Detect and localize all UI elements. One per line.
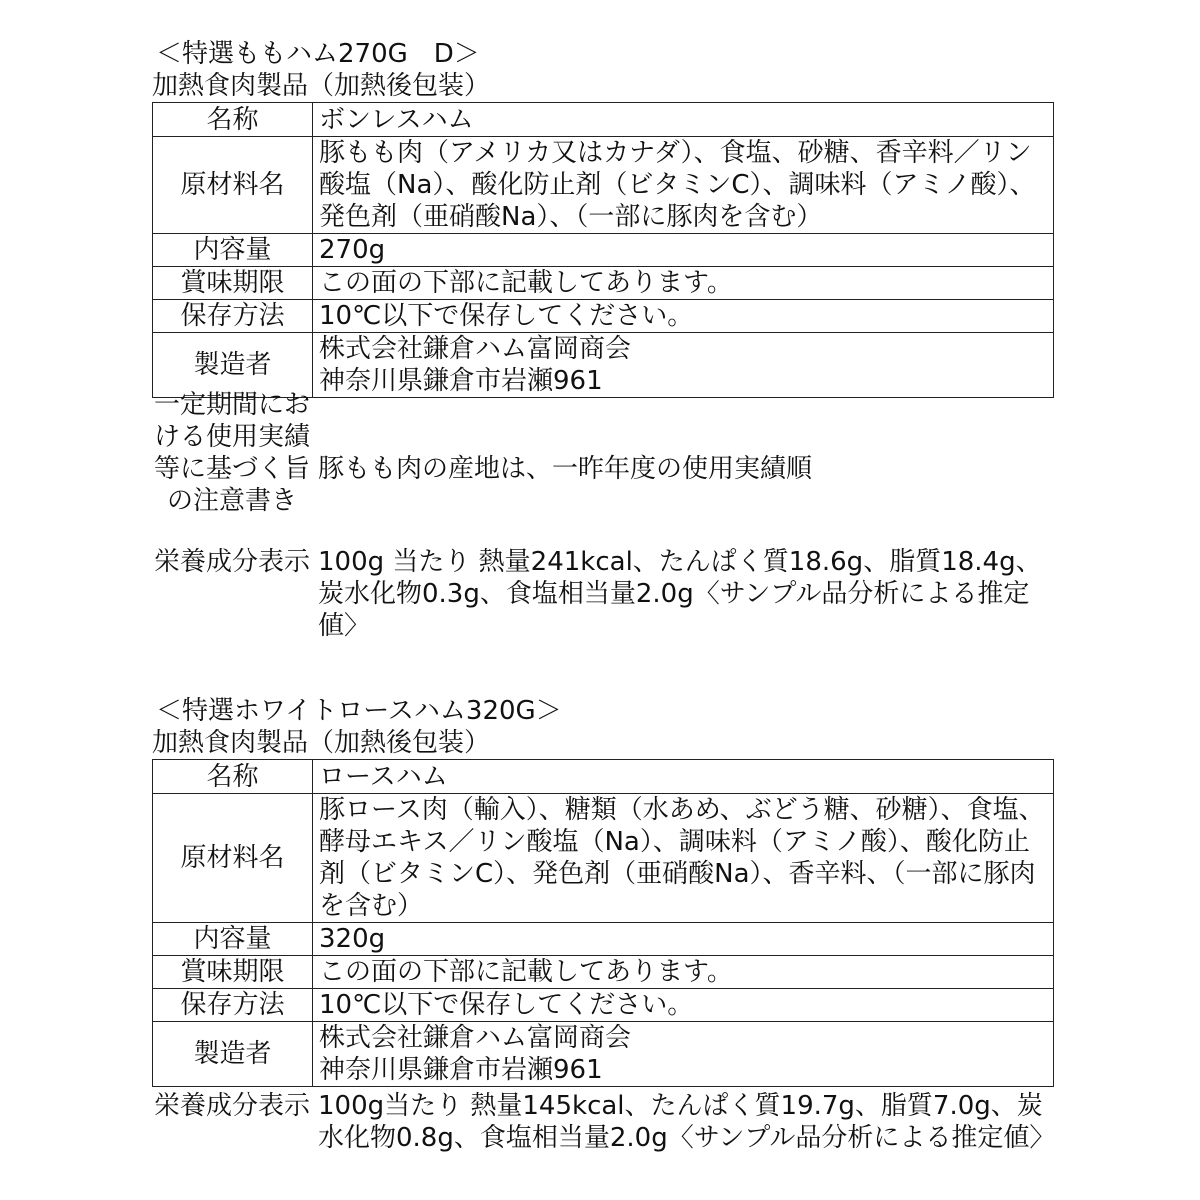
row-value-expiry: この面の下部に記載してあります。 bbox=[313, 267, 1054, 300]
row-value-content: 320g bbox=[313, 923, 1054, 956]
product2-category: 加熱食肉製品（加熱後包装） bbox=[152, 728, 491, 758]
table-row bbox=[153, 234, 1054, 267]
origin-note-value: 豚もも肉の産地は、一昨年度の使用実績順 bbox=[318, 454, 813, 484]
table-row bbox=[153, 333, 1054, 398]
nutrition-key: 栄養成分表示 bbox=[153, 547, 310, 577]
row-value-name: ロースハム bbox=[313, 760, 1054, 794]
row-value-expiry: この面の下部に記載してあります。 bbox=[313, 956, 1054, 989]
table-row bbox=[153, 760, 1054, 794]
table-row bbox=[153, 794, 1054, 923]
manufacturer-address: 神奈川県鎌倉市岩瀬961 bbox=[319, 366, 603, 396]
table-row bbox=[153, 103, 1054, 137]
row-key-ingredients: 原材料名 bbox=[153, 137, 313, 234]
row-value-manufacturer bbox=[313, 333, 1054, 398]
nutrition-value: 100g当たり 熱量145kcal、たんぱく質19.7g、脂質7.0g、炭水化物0.8g、食塩相当量2.0g〈サンプル品分析による推定値〉 bbox=[318, 1091, 1056, 1153]
row-key-manufacturer: 製造者 bbox=[153, 1022, 313, 1087]
row-value-storage: 10℃以下で保存してください。 bbox=[313, 300, 1054, 333]
row-key-storage: 保存方法 bbox=[153, 300, 313, 333]
product1-category: 加熱食肉製品（加熱後包装） bbox=[152, 71, 491, 101]
row-key-manufacturer: 製造者 bbox=[153, 333, 313, 398]
table-row bbox=[153, 923, 1054, 956]
product2-title: ＜特選ホワイトロースハム320G＞ bbox=[156, 696, 562, 726]
row-value-ingredients: 豚もも肉（アメリカ又はカナダ）、食塩、砂糖、香辛料／リン酸塩（Na）、酸化防止剤（ビタミンC）、調味料（アミノ酸）、発色剤（亜硝酸Na）、（一部に豚肉を含む） bbox=[313, 137, 1054, 234]
origin-note-key: 一定期間における使用実績等に基づく旨の注意書き bbox=[153, 390, 310, 516]
nutrition-key: 栄養成分表示 bbox=[153, 1091, 310, 1121]
product2-table bbox=[152, 759, 1054, 1087]
product1-label bbox=[152, 38, 1054, 398]
row-key-name: 名称 bbox=[153, 760, 313, 794]
row-key-expiry: 賞味期限 bbox=[153, 956, 313, 989]
row-key-content: 内容量 bbox=[153, 234, 313, 267]
row-key-name: 名称 bbox=[153, 103, 313, 137]
origin-note bbox=[152, 389, 1054, 549]
manufacturer-address: 神奈川県鎌倉市岩瀬961 bbox=[319, 1055, 603, 1085]
row-value-ingredients: 豚ロース肉（輸入）、糖類（水あめ、ぶどう糖、砂糖）、食塩、酵母エキス／リン酸塩（Na）、調味料（アミノ酸）、酸化防止剤（ビタミンC）、発色剤（亜硝酸Na）、香辛料、（一部に豚肉を含む） bbox=[313, 794, 1054, 923]
row-key-ingredients: 原材料名 bbox=[153, 794, 313, 923]
manufacturer-name: 株式会社鎌倉ハム富岡商会 bbox=[319, 1023, 632, 1053]
product1-table bbox=[152, 102, 1054, 398]
row-key-content: 内容量 bbox=[153, 923, 313, 956]
manufacturer-name: 株式会社鎌倉ハム富岡商会 bbox=[319, 334, 632, 364]
table-row bbox=[153, 989, 1054, 1022]
row-value-name: ボンレスハム bbox=[313, 103, 1054, 137]
table-row bbox=[153, 1022, 1054, 1087]
product1-title: ＜特選ももハム270G D＞ bbox=[156, 39, 480, 69]
row-value-manufacturer bbox=[313, 1022, 1054, 1087]
table-row bbox=[153, 137, 1054, 234]
row-key-storage: 保存方法 bbox=[153, 989, 313, 1022]
table-row bbox=[153, 956, 1054, 989]
row-value-content: 270g bbox=[313, 234, 1054, 267]
product1-nutrition bbox=[152, 546, 1054, 642]
product2-nutrition bbox=[152, 1090, 1054, 1154]
product2-label bbox=[152, 695, 1054, 1087]
table-row bbox=[153, 300, 1054, 333]
row-value-storage: 10℃以下で保存してください。 bbox=[313, 989, 1054, 1022]
row-key-expiry: 賞味期限 bbox=[153, 267, 313, 300]
nutrition-value: 100g 当たり 熱量241kcal、たんぱく質18.6g、脂質18.4g、炭水化物0.3g、食塩相当量2.0g〈サンプル品分析による推定値〉 bbox=[318, 547, 1042, 641]
table-row bbox=[153, 267, 1054, 300]
